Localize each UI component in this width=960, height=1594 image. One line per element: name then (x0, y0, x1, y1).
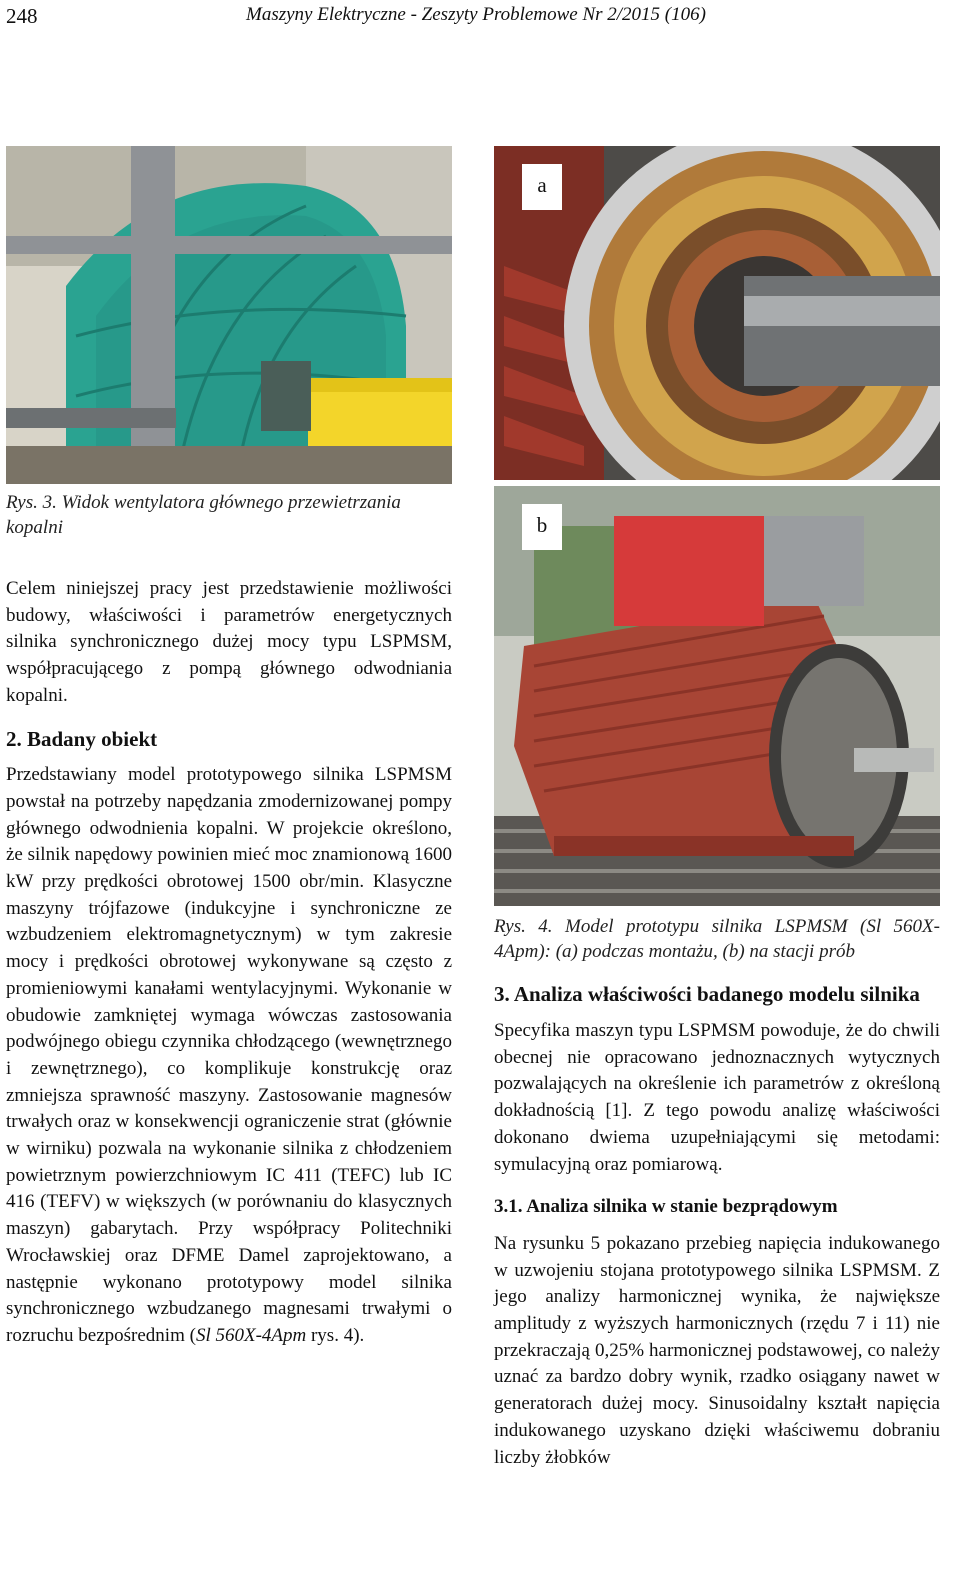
section-2-paragraph (6, 762, 452, 1349)
section-3-1-heading: 3.1. Analiza silnika w stanie bezprądowym (494, 1196, 838, 1218)
intro-paragraph: Celem niniejszej pracy jest przedstawienie możliwości budowy, właściwości i parametrów energetycznych silnika synchronicznego dużej mocy typu LSPMSM, współpracującego z pompą głównego odwodniania kopalni. (6, 578, 452, 706)
section-2-heading: 2. Badany obiekt (6, 726, 158, 751)
motor-model-name: Sl 560X-4Apm (195, 1324, 307, 1346)
figure-4b-photo (494, 486, 940, 906)
ventilator-illustration (6, 146, 452, 484)
figure-label-b: b (522, 504, 562, 550)
journal-title: Maszyny Elektryczne - Zeszyty Problemowe Nr 2/2015 (106) (246, 4, 706, 25)
section-3-1-paragraph: Na rysunku 5 pokazano przebieg napięcia indukowanego w uzwojeniu stojana prototypowego silnika LSPMSM. Z jego analizy harmonicznej wynika, że największe amplitudy z wyższych harmonicznych (rzędu 7 i 11) nie przekraczają 0,25% harmonicznej podstawowej, co należy uznać za bardzo dobry wynik, rzadko osiągany nawet w generatorach dużej mocy. Sinusoidalny kształt napięcia indukowanego uzyskano dzięki właściwemu dobraniu liczby żłobków (494, 1232, 940, 1468)
page-header (0, 0, 960, 40)
figure-3-photo (6, 146, 452, 484)
section-3-heading: 3. Analiza właściwości badanego modelu silnika (494, 982, 920, 1006)
figure-3-caption: Rys. 3. Widok wentylatora głównego przewietrzania kopalni (6, 492, 401, 538)
section-3-paragraph: Specyfika maszyn typu LSPMSM powoduje, że do chwili obecnej nie opracowano jednoznacznych wytycznych pozwalających na określenie ich parametrów z określoną dokładnością [1]. Z tego powodu analizę właściwości dokonano dwiema uzupełniającymi się metodami: symulacyjną oraz pomiarową. (494, 1020, 940, 1175)
figure-label-a: a (522, 164, 562, 210)
right-column (494, 914, 940, 1471)
section-2-text: Przedstawiany model prototypowego silnika LSPMSM powstał na potrzeby napędzania zmodernizowanej pompy głównego odwodnienia kopalni. W projekcie określono, że silnik napędowy powinien mieć moc znamionową 1600 kW przy prędkości obrotowej 1500 obr/min. Klasyczne maszyny trójfazowe (indukcyjne i synchroniczne ze wzbudzeniem elektromagnetycznym) w tym zakresie mocy i prędkości obrotowej wykonywane są często z promieniowymi kanałami wentylacyjnymi. Wykonanie w obudowie zamkniętej wymaga wówczas zastosowania podwójnego obiegu czynnika chłodzącego (wewnętrznego i zewnętrznego), co komplikuje konstrukcję oraz zmniejsza sprawność maszyny. Zastosowanie magnesów trwałych oraz w konsekwencji ograniczenie strat (głównie w wirniku) pozwala na wykonanie silnika z chłodzeniem powietrznym powierzchniowym IC 411 (TEFC) lub IC 416 (TEFV) w większych (w porównaniu do klasycznych maszyn) gabarytach. Przy współpracy Politechniki Wrocławskiej oraz DFME Damel zaprojektowano, a następnie wykonano prototypowy model silnika synchronicznego wzbudzanego magnesami trwałymi o rozruchu bezpośrednim ( (6, 764, 452, 1346)
figure-4a-photo (494, 146, 940, 480)
figure-4-caption: Rys. 4. Model prototypu silnika LSPMSM (Sl 560X-4Apm): (a) podczas montażu, (b) na stacji prób (494, 916, 940, 962)
left-column (6, 490, 452, 1350)
section-2-tail: rys. 4). (306, 1324, 365, 1346)
page-number: 248 (6, 4, 38, 28)
